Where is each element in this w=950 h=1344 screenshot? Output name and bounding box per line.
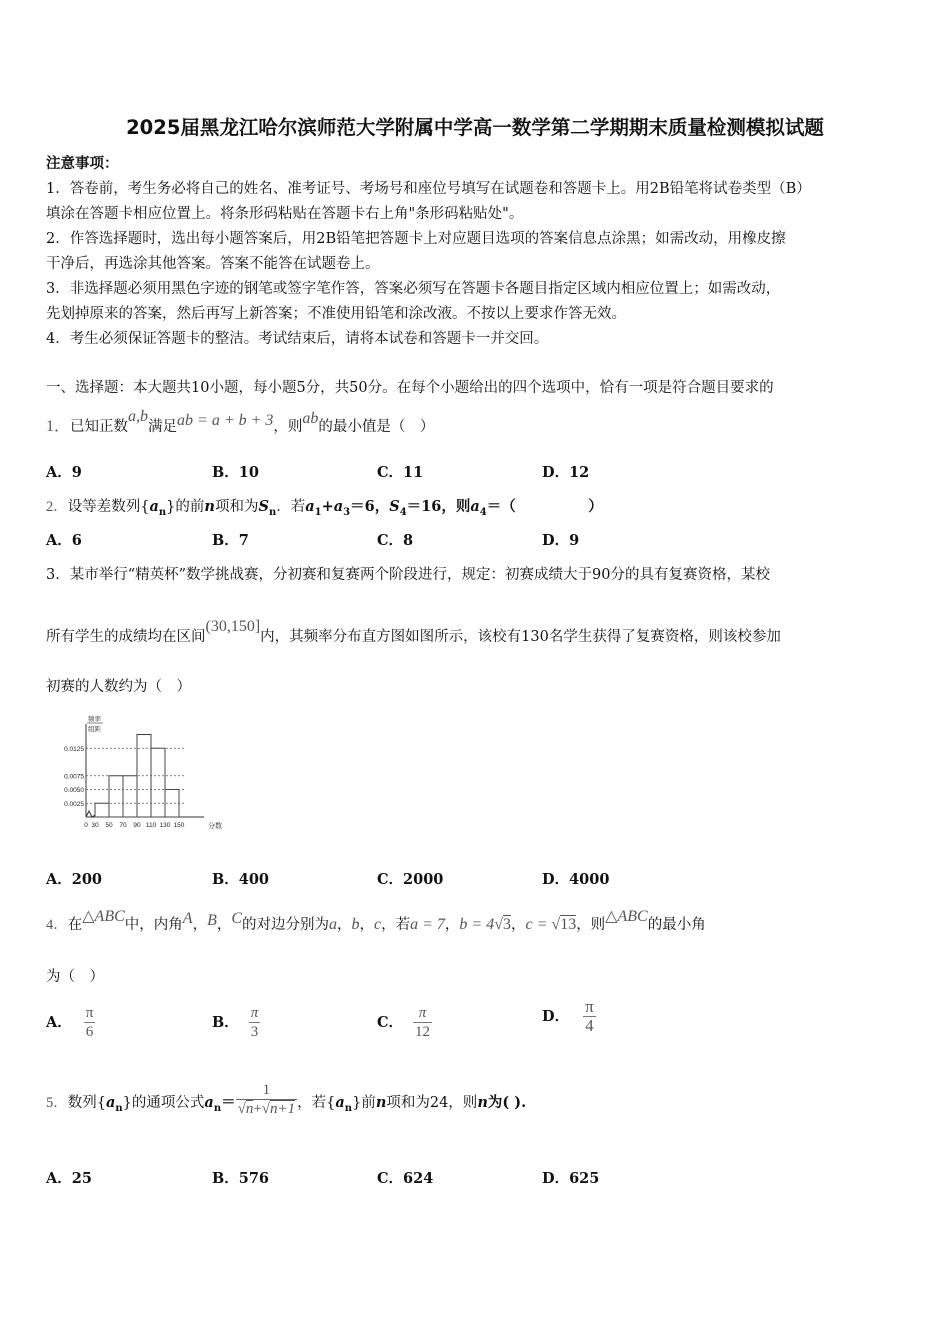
axis-break — [86, 811, 95, 817]
x-tick-label: 70 — [119, 822, 127, 829]
option-a: A．25 — [46, 1170, 92, 1187]
question-3-line-1: 3．某市举行“精英杯”数学挑战赛，分初赛和复赛两个阶段进行，规定：初赛成绩大于90分的具有复赛资格，某校 — [46, 567, 770, 583]
notice-line: 3．非选择题必须用黑色字迹的钢笔或签字笔作答，答案必须写在答题卡各题目指定区域内相应位置上；如需改动， — [46, 281, 781, 297]
y-axis-label-bottom: 组距 — [88, 725, 101, 733]
option-d: D．9 — [542, 532, 580, 549]
option-a: A．6 — [46, 532, 82, 549]
option-b: B．576 — [212, 1170, 270, 1187]
y-axis-label-top: 频率 — [88, 715, 101, 723]
notice-line: 4．考生必须保证答题卡的整洁。考试结束后，请将本试卷和答题卡一并交回。 — [46, 331, 549, 347]
question-4-line-2: 为（ ） — [46, 969, 104, 985]
option-c: C．11 — [377, 464, 424, 481]
y-tick-label: 0.0025 — [64, 800, 84, 808]
option-c: C． $\frac{\pi}{12}$ — [377, 1005, 431, 1040]
histogram-bar — [151, 748, 165, 817]
question-number: 1． — [46, 418, 71, 435]
notice-line: 2．作答选择题时，选出每小题答案后，用2B铅笔把答题卡上对应题目选项的答案信息点涂黑；如需改动，用橡皮擦 — [46, 231, 786, 247]
option-d: D． $\frac{\pi}{4}$ — [542, 997, 594, 1035]
x-tick-label: 90 — [133, 822, 141, 829]
math-triangle: △ABC — [82, 908, 125, 925]
math-var: a,b — [128, 408, 149, 425]
math-expr: ab — [302, 410, 319, 427]
question-3-line-2: 所有学生的成绩均在区间(30,150]内，其频率分布直方图如图所示，该校有130名学生获得了复赛资格，则该校参加 — [46, 618, 781, 645]
y-tick-label: 0.0125 — [64, 745, 84, 753]
x-tick-label: 0 — [84, 822, 88, 829]
option-d: D．4000 — [542, 871, 610, 888]
option-b: B． $\frac{\pi}{3}$ — [212, 1005, 259, 1040]
option-a: A． $\frac{\pi}{6}$ — [46, 1005, 94, 1040]
option-c: C．8 — [377, 532, 414, 549]
histogram-chart — [46, 712, 246, 842]
x-tick-label: 130 — [159, 822, 171, 829]
x-tick-label: 30 — [91, 822, 99, 829]
option-b: B．400 — [212, 871, 270, 888]
option-b: B．7 — [212, 532, 249, 549]
option-b: B．10 — [212, 464, 259, 481]
math-interval: (30,150] — [205, 618, 261, 635]
y-tick-label: 0.0075 — [64, 773, 84, 781]
notice-line: 先划掉原来的答案，然后再写上新答案；不准使用铅笔和涂改液。不按以上要求作答无效。 — [46, 306, 626, 322]
option-d: D．625 — [542, 1170, 600, 1187]
x-tick-label: 50 — [105, 822, 113, 829]
x-tick-label: 150 — [173, 822, 185, 829]
section-heading: 一、选择题：本大题共10小题，每小题5分，共50分。在每个小题给出的四个选项中，恰有一项是符合题目要求的 — [46, 380, 774, 396]
histogram-bar — [95, 803, 109, 817]
option-a: A．9 — [46, 464, 82, 481]
question-5: 5．数列$\{a_n\}$的通项公式$a_n=$ $\frac{1}{√n+√n+1}$ ，若$\{a_n\}$前n项和为24，则n为( ). — [46, 1082, 527, 1117]
histogram-bar — [123, 776, 137, 817]
option-a: A．200 — [46, 871, 103, 888]
notice-line: 干净后，再选涂其他答案。答案不能答在试题卷上。 — [46, 256, 380, 272]
page-title: 2025届黑龙江哈尔滨师范大学附属中学高一数学第二学期期末质量检测模拟试题 — [126, 116, 824, 139]
question-1: 1．已知正数a,b满足ab = a + b + 3，则ab的最小值是（ ） — [46, 408, 435, 435]
histogram-bar — [109, 776, 123, 817]
question-4: 4．在△ABC中，内角A，B，C的对边分别为a，b，c，若a = 7，b = 4√3，c = √13，则△ABC的最小角 — [46, 908, 706, 933]
x-axis-label: 分数 — [208, 822, 222, 830]
x-tick-label: 110 — [145, 822, 157, 829]
option-c: C．2000 — [377, 871, 444, 888]
question-3-line-3: 初赛的人数约为（ ） — [46, 679, 191, 695]
math-condition: ab = a + b + 3 — [177, 412, 274, 429]
option-d: D．12 — [542, 464, 590, 481]
notice-heading: 注意事项： — [46, 155, 119, 172]
question-2: 2．设等差数列$\{a_n\}$的前n项和为$S_n$．若$a_1+a_3=6$，$S_4=16$，则$a_4=$（ ） — [46, 498, 603, 518]
notice-line: 填涂在答题卡相应位置上。将条形码粘贴在答题卡右上角"条形码粘贴处"。 — [46, 206, 524, 222]
notice-line: 1．答卷前，考生务必将自己的姓名、准考证号、考场号和座位号填写在试题卷和答题卡上。用2B铅笔将试卷类型（B） — [46, 181, 811, 197]
y-tick-label: 0.0050 — [64, 787, 84, 794]
option-c: C．624 — [377, 1170, 434, 1187]
